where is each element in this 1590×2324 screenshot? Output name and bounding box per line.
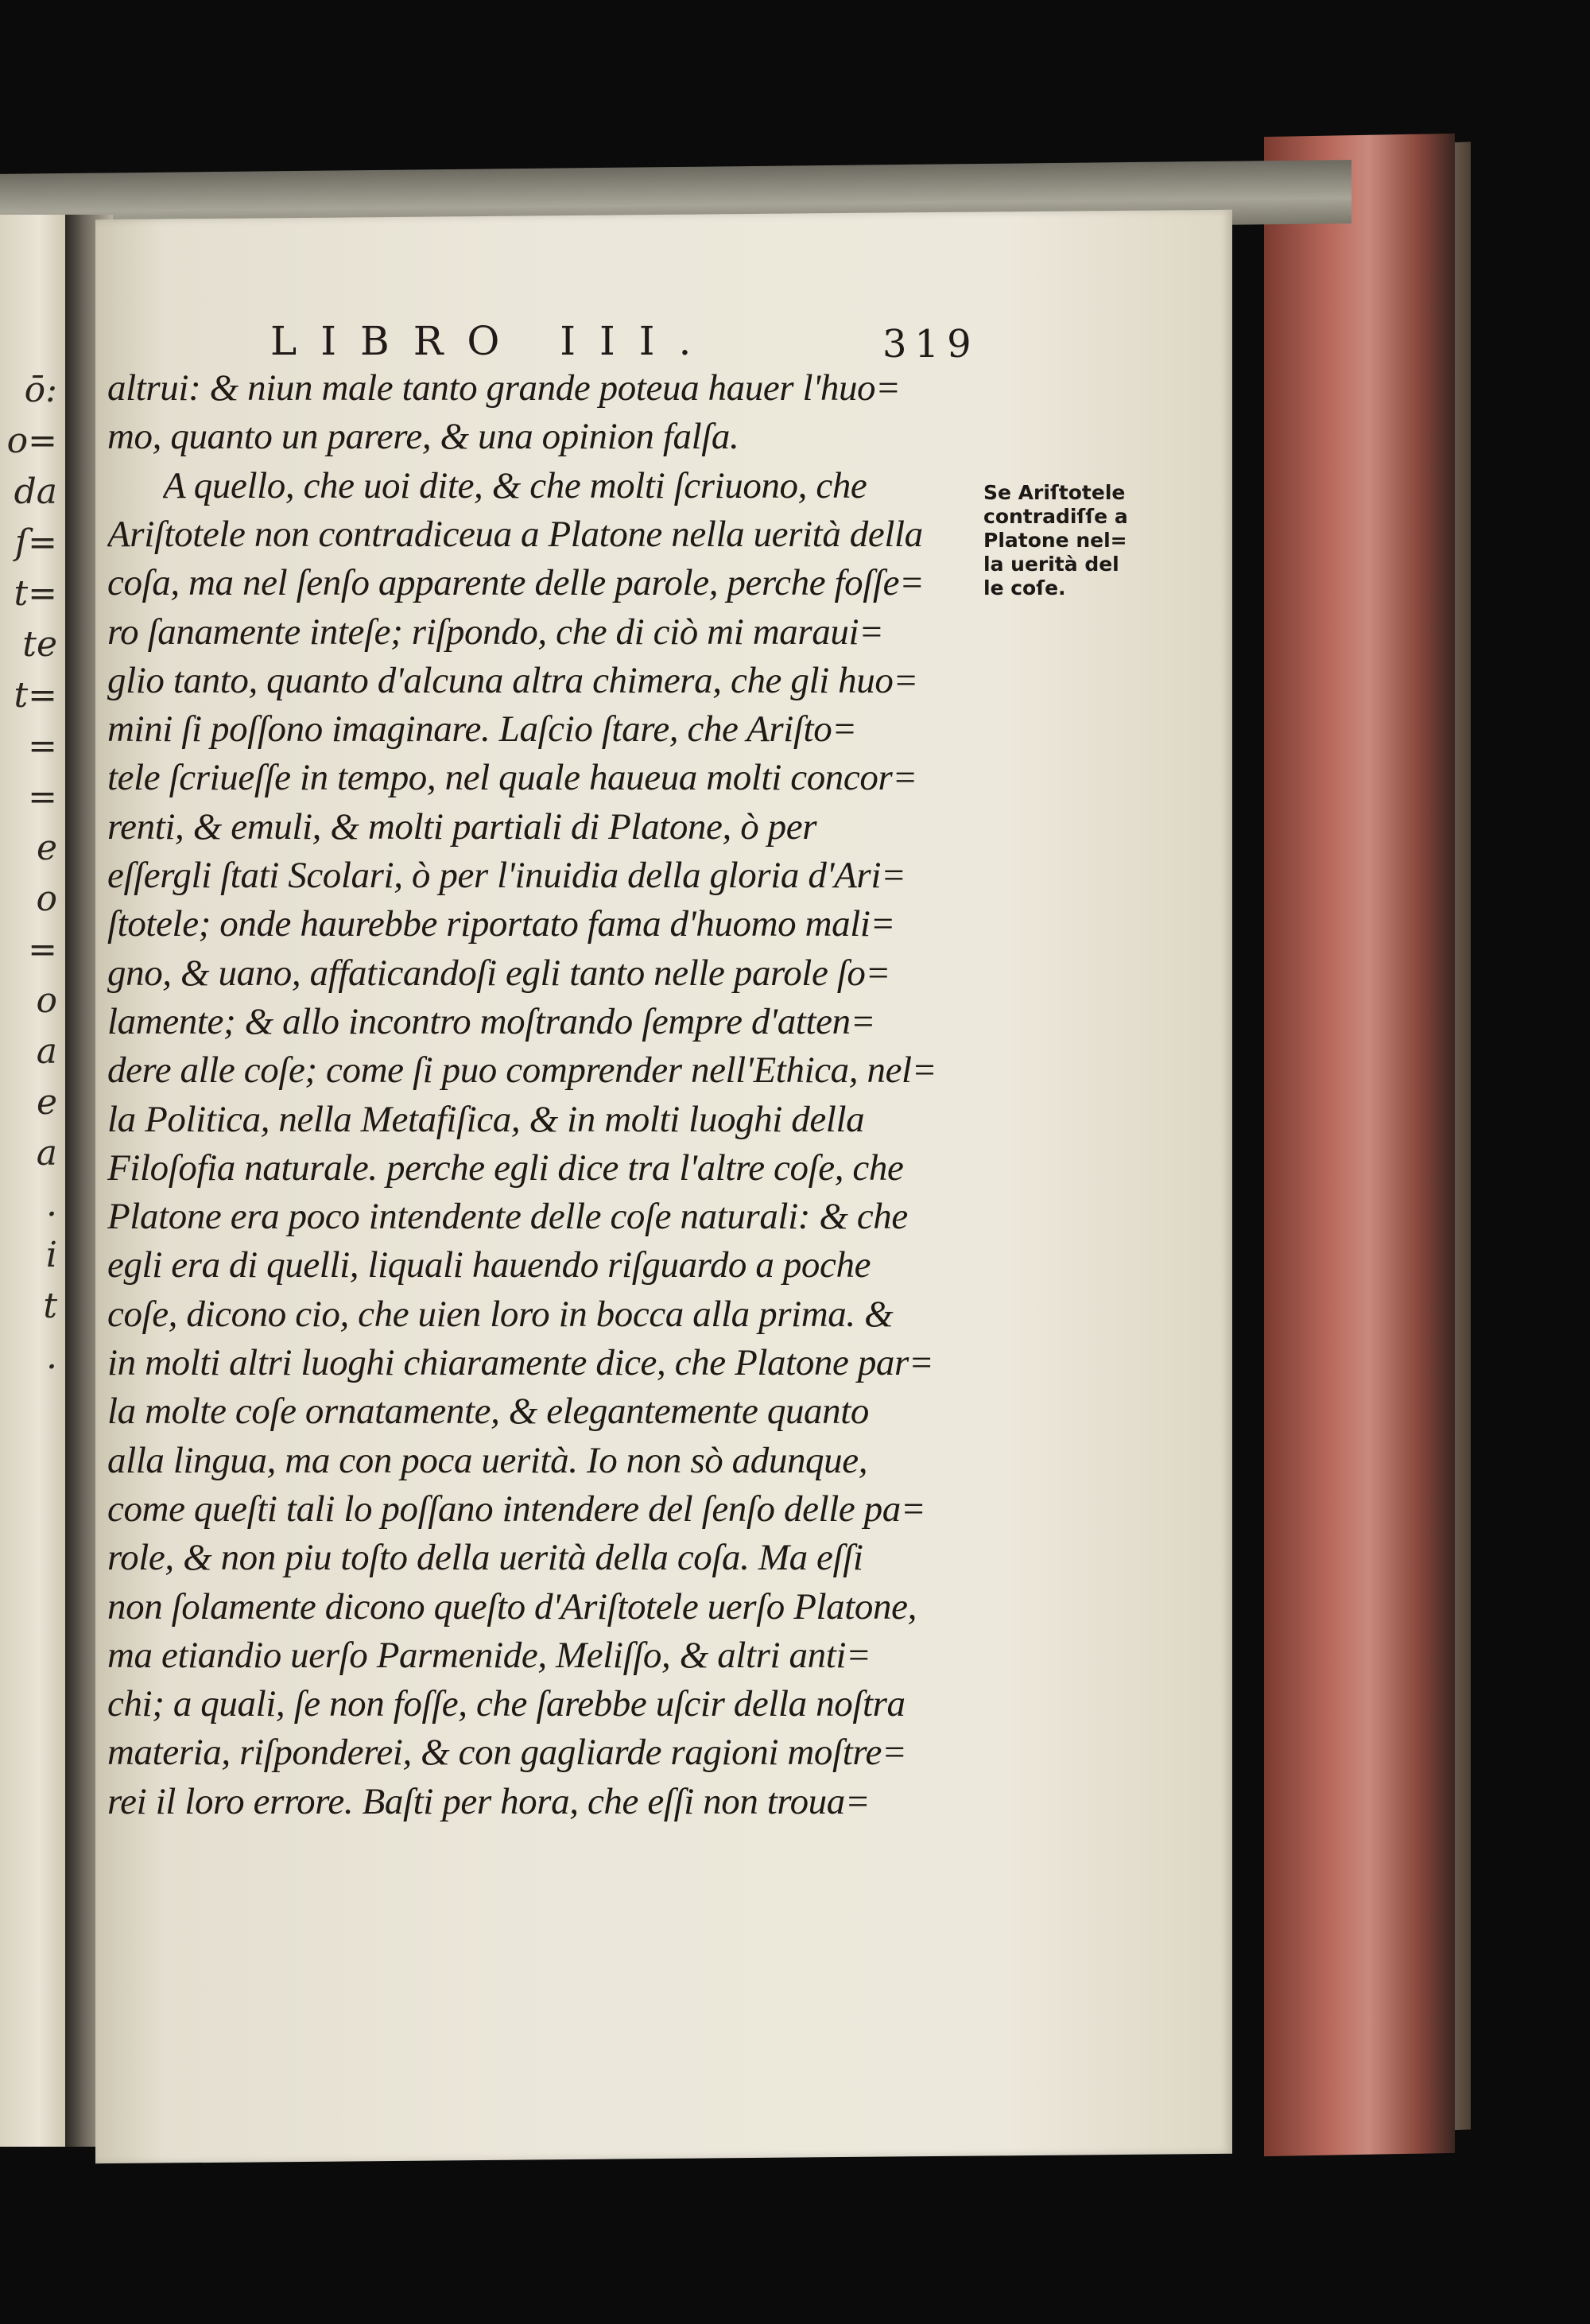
- left-facing-page: [0, 215, 68, 2147]
- left-page-fragment: e: [36, 1082, 57, 1123]
- text-line: la molte coſe ornatamente, & elegantemente quanto: [107, 1391, 870, 1433]
- text-line: non ſolamente dicono queſto d'Ariſtotele uerſo Platone,: [107, 1585, 917, 1628]
- left-page-fragment: t=: [14, 573, 57, 614]
- left-page-fragment: .: [46, 1337, 57, 1377]
- marginal-note-line: le coſe.: [983, 576, 1066, 599]
- left-page-fragment: =: [28, 726, 57, 766]
- marginal-note-line: contradiſſe a: [983, 505, 1128, 528]
- left-page-fragment: a: [36, 1133, 57, 1174]
- text-line: come queſti tali lo poſſano intendere del ſenſo delle pa=: [107, 1488, 926, 1530]
- text-line: eſſergli ſtati Scolari, ò per l'inuidia della gloria d'Ari=: [107, 855, 906, 896]
- running-head: LIBRO III.: [270, 318, 716, 364]
- text-line: egli era di quelli, liquali hauendo riſguardo a poche: [107, 1244, 871, 1286]
- left-page-fragment: te: [22, 624, 57, 665]
- text-line: glio tanto, quanto d'alcuna altra chimera, che gli huo=: [107, 659, 918, 701]
- text-line: alla lingua, ma con poca uerità. Io non sò adunque,: [107, 1439, 868, 1481]
- text-line: ma etiandio uerſo Parmenide, Meliſſo, & altri anti=: [107, 1634, 871, 1676]
- text-line: rei il loro errore. Baſti per hora, che eſſi non troua=: [107, 1780, 871, 1822]
- left-page-fragment: t=: [14, 675, 57, 716]
- text-line: altrui: & niun male tanto grande poteua hauer l'huo=: [107, 367, 901, 409]
- marginal-note-line: Se Ariſtotele: [983, 481, 1126, 504]
- left-page-fragment: o: [36, 980, 57, 1021]
- marginal-note-line: la uerità del: [983, 553, 1119, 576]
- left-page-fragment: i: [45, 1235, 57, 1275]
- marginal-note: [983, 481, 1166, 600]
- text-line: A quello, che uoi dite, & che molti ſcriuono, che: [163, 464, 867, 506]
- text-line: Platone era poco intendente delle coſe naturali: & che: [107, 1196, 908, 1238]
- text-line: lamente; & allo incontro moſtrando ſempre d'atten=: [107, 1000, 875, 1042]
- text-line: Ariſtotele non contradiceua a Platone nella uerità della: [107, 513, 923, 555]
- text-line: chi; a quali, ſe non foſſe, che ſarebbe uſcir della noſtra: [107, 1683, 906, 1725]
- left-page-fragment: da: [14, 471, 57, 512]
- text-line: coſa, ma nel ſenſo apparente delle parole, perche foſſe=: [107, 562, 925, 604]
- left-page-fragment: ſ=: [14, 522, 57, 563]
- text-line: role, & non piu toſto della uerità della coſa. Ma eſſi: [107, 1537, 863, 1579]
- text-line: Filoſofia naturale. perche egli dice tra l'altre coſe, che: [107, 1146, 904, 1189]
- text-line: dere alle coſe; come ſi puo comprender nell'Ethica, nel=: [107, 1049, 937, 1092]
- left-page-fragment: a: [36, 1031, 57, 1072]
- text-line: renti, & emuli, & molti partiali di Platone, ò per: [107, 805, 817, 848]
- marginal-note-line: Platone nel=: [983, 529, 1127, 552]
- left-page-fragment: =: [28, 929, 57, 970]
- left-page-fragment: ō:: [24, 370, 57, 410]
- left-page-fragment: e: [36, 828, 57, 868]
- left-page-fragment: t: [43, 1286, 57, 1326]
- text-line: mini ſi poſſono imaginare. Laſcio ſtare, che Ariſto=: [107, 708, 857, 751]
- page-number: 319: [882, 322, 979, 367]
- text-line: ſtotele; onde haurebbe riportato fama d'huomo mali=: [107, 903, 895, 945]
- left-page-fragment: .: [46, 1184, 57, 1224]
- page-fore-edge: [1264, 134, 1455, 2156]
- text-line: ro ſanamente inteſe; riſpondo, che di ciò mi maraui=: [107, 611, 884, 653]
- text-line: in molti altri luoghi chiaramente dice, che Platone par=: [107, 1342, 934, 1383]
- text-line: la Politica, nella Metafiſica, & in molti luoghi della: [107, 1098, 865, 1140]
- left-page-fragment: o=: [6, 421, 57, 461]
- text-line: tele ſcriueſſe in tempo, nel quale haueua molti concor=: [107, 757, 917, 799]
- text-line: gno, & uano, affaticandoſi egli tanto nelle parole ſo=: [107, 952, 890, 994]
- text-line: mo, quanto un parere, & una opinion falſa.: [107, 416, 739, 458]
- left-page-fragment: =: [28, 777, 57, 817]
- text-line: coſe, dicono cio, che uien loro in bocca alla prima. &: [107, 1293, 894, 1335]
- text-line: materia, riſponderei, & con gagliarde ragioni moſtre=: [107, 1732, 907, 1774]
- left-page-fragment: o: [36, 879, 57, 919]
